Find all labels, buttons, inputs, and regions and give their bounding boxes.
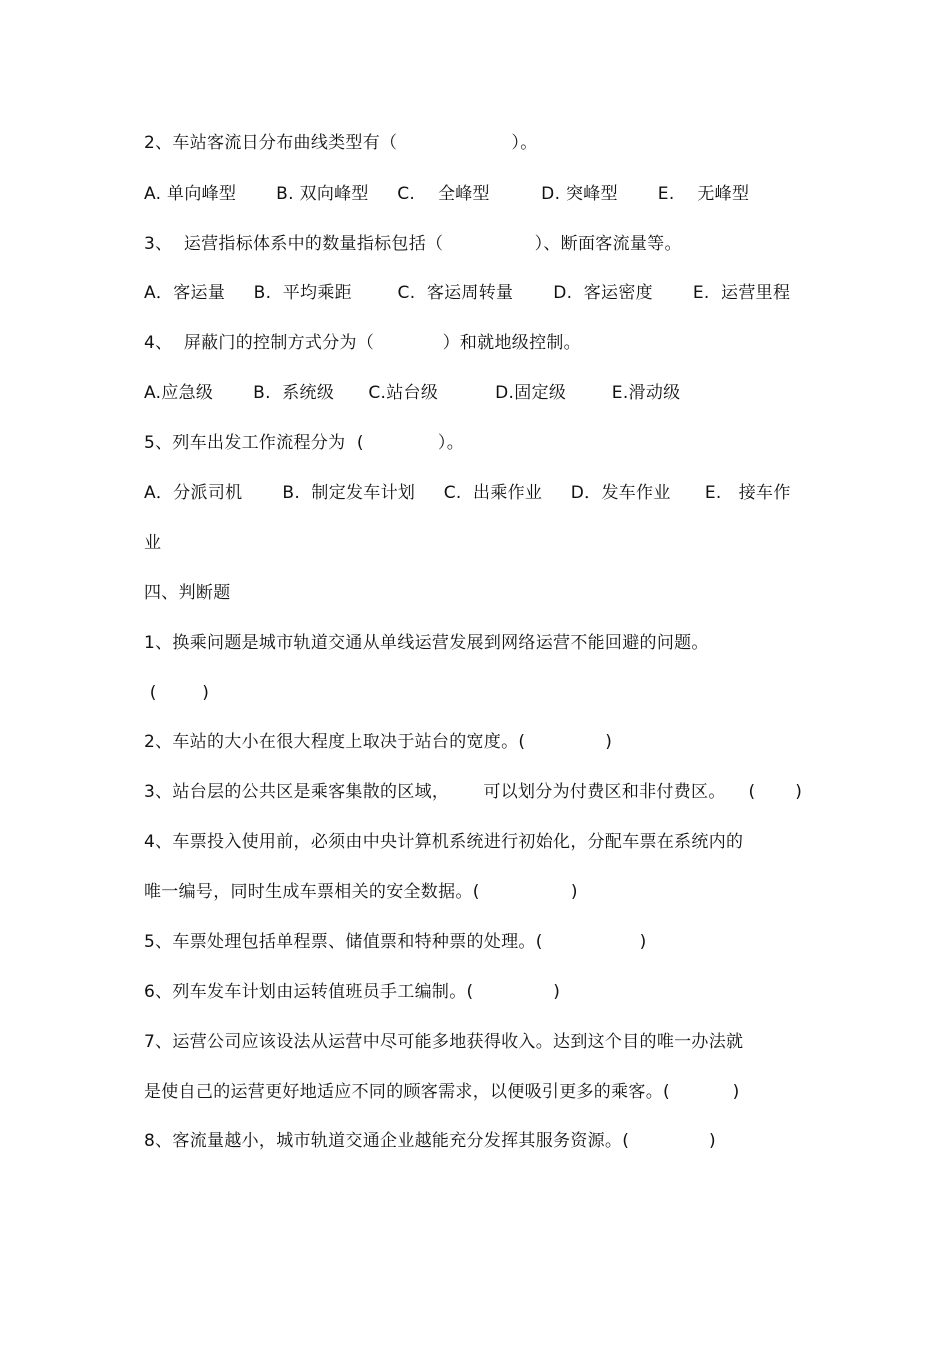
question-5-text: 5、列车出发工作流程分为 ( ）。 [144, 433, 465, 453]
tf-question-8-text: 8、客流量越小，城市轨道交通企业越能充分发挥其服务资源。( ) [144, 1131, 716, 1151]
tf-question-7-text-continued: 是使自己的运营更好地适应不同的顾客需求，以便吸引更多的乘客。( ) [144, 1082, 740, 1102]
section-heading-true-false: 四、判断题 [144, 583, 231, 603]
question-3-text: 3、 运营指标体系中的数量指标包括（ ）、断面客流量等。 [144, 234, 682, 254]
tf-question-1-text: 1、换乘问题是城市轨道交通从单线运营发展到网络运营不能回避的问题。 [144, 633, 709, 653]
question-5-options-continued: 业 [144, 533, 162, 553]
question-3-options: A．客运量 B. 平均乘距 C. 客运周转量 D. 客运密度 E. 运营里程 [144, 283, 791, 303]
question-5-options: A．分派司机 B. 制定发车计划 C. 出乘作业 D．发车作业 E. 接车作 [144, 483, 791, 503]
tf-question-1-blank: ( ) [144, 683, 210, 703]
tf-question-2-text: 2、车站的大小在很大程度上取决于站台的宽度。( ) [144, 732, 613, 752]
question-4-text: 4、 屏蔽门的控制方式分为（ ）和就地级控制。 [144, 333, 581, 353]
question-4-options: A.应急级 B. 系统级 C.站台级 D.固定级 E.滑动级 [144, 383, 681, 403]
tf-question-3-text: 3、站台层的公共区是乘客集散的区域， 可以划分为付费区和非付费区。 ( ) [144, 782, 803, 802]
tf-question-4-text-continued: 唯一编号，同时生成车票相关的安全数据。( ) [144, 882, 578, 902]
tf-question-4-text: 4、车票投入使用前，必须由中央计算机系统进行初始化，分配车票在系统内的 [144, 832, 744, 852]
tf-question-5-text: 5、车票处理包括单程票、储值票和特种票的处理。( ) [144, 932, 647, 952]
tf-question-7-text: 7、运营公司应该设法从运营中尽可能多地获得收入。达到这个目的唯一办法就 [144, 1032, 744, 1052]
question-2-options: A. 单向峰型 B. 双向峰型 C. 全峰型 D. 突峰型 E. 无峰型 [144, 184, 750, 204]
tf-question-6-text: 6、列车发车计划由运转值班员手工编制。( ) [144, 982, 561, 1002]
question-2-text: 2、车站客流日分布曲线类型有（ ）。 [144, 133, 538, 153]
